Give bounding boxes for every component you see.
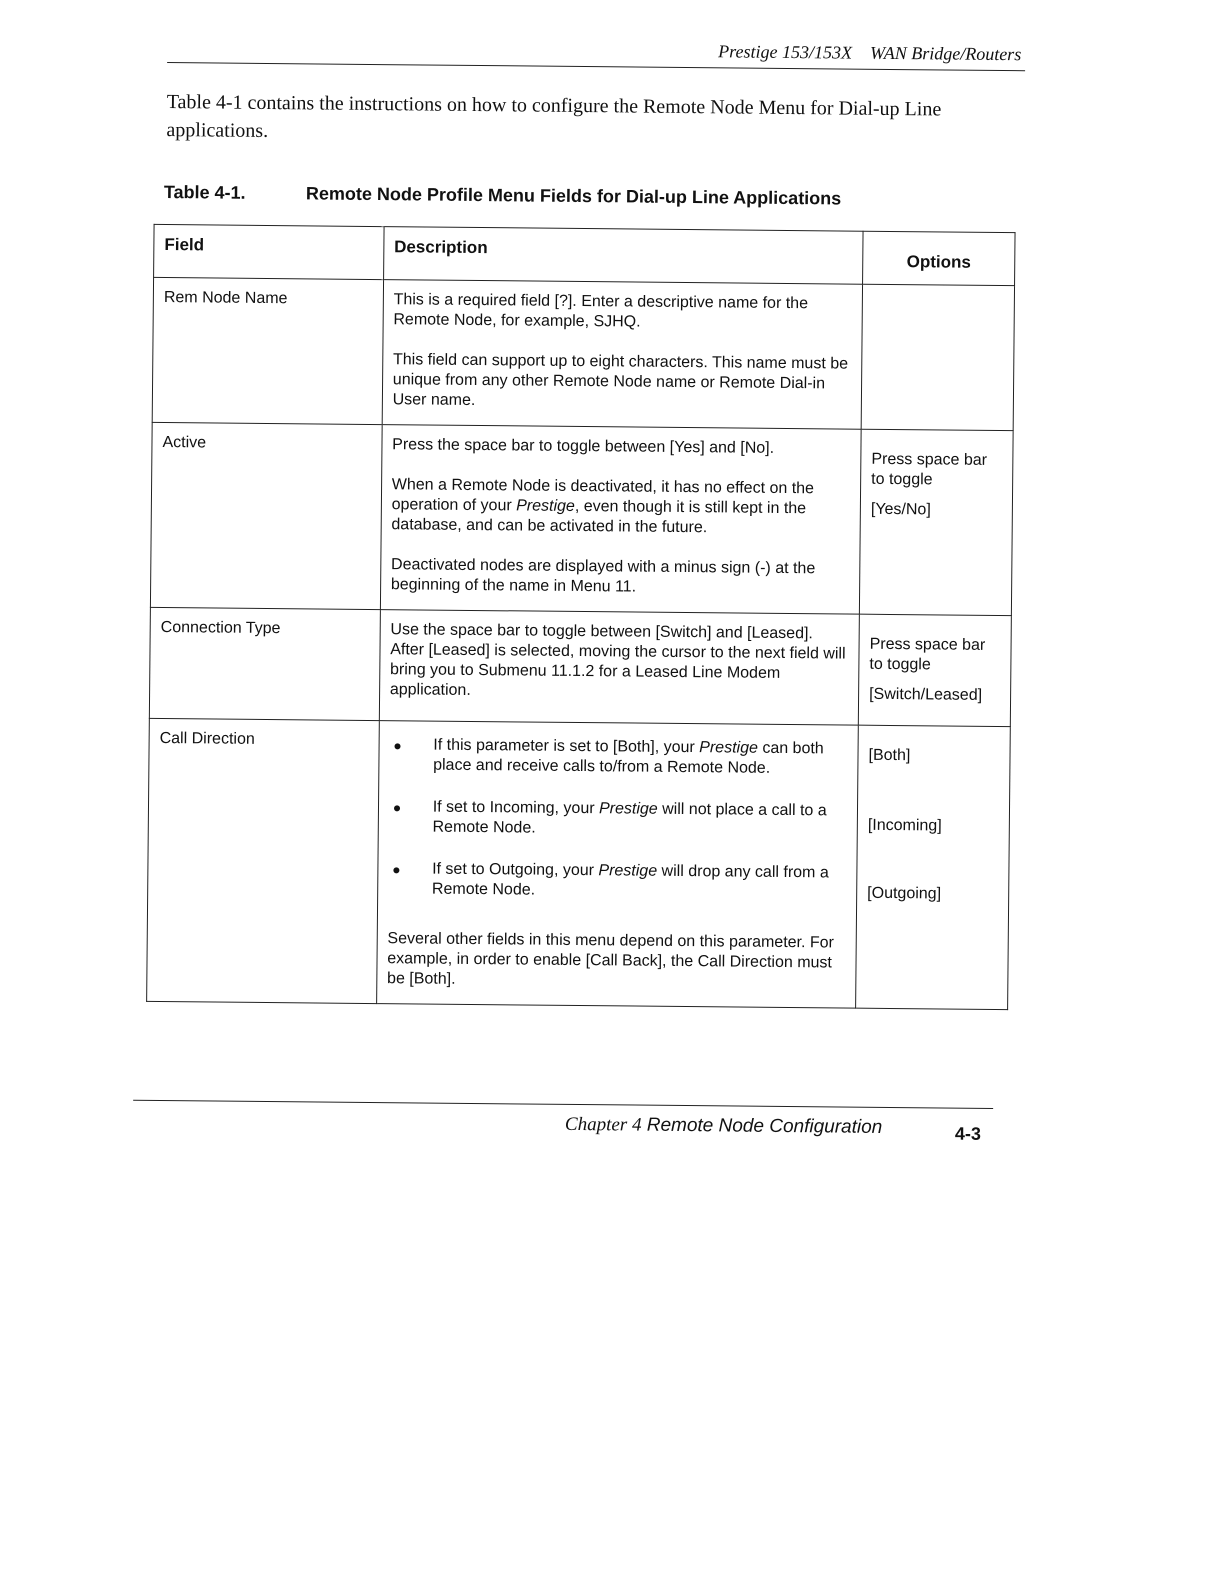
options-cell [858,614,1011,726]
intro-paragraph: Table 4-1 contains the instructions on how to configure the Remote Node Menu for Dial-up Line applications. [166,91,942,142]
description-paragraph: Use the space bar to toggle between [Switch] and [Leased]. After [Leased] is selected, moving the cursor to the next field will bring you to Submenu 11.1.2 for a Leased Line Modem application. [389,621,846,699]
field-cell: Active [150,422,381,609]
table-row [150,422,1013,615]
column-header-options: Options [863,231,1015,285]
header-product: Prestige 153/153X [718,41,853,63]
product-name: Prestige [598,800,658,818]
options-cell [856,725,1011,1009]
bullet-text: If set to Outgoing, your [432,860,599,880]
table-caption [163,181,842,209]
field-cell: Connection Type [149,607,380,720]
option-value: [Both] [868,746,911,765]
footer-chapter: Chapter 4 [564,1113,642,1136]
description-cell [376,721,858,1009]
bullet-text: can both place and receive calls to/from a Remote Node. [433,739,824,777]
bullet-text: will not place a call to a Remote Node. [432,800,827,837]
option-value: [Yes/No] [870,500,931,519]
table-row [147,718,1011,1009]
bullet-text: If this parameter is set to [Both], your [433,736,700,757]
page-number: 4-3 [954,1123,982,1144]
description-cell [382,280,863,430]
option-value: [Switch/Leased] [869,685,983,704]
list-item [388,859,847,903]
options-cell [861,284,1014,430]
description-paragraph: This field can support up to eight characters. This name must be unique from any other Remote Node name or Remote Dial-in User name. [392,351,849,409]
column-header-field: Field [154,224,384,279]
bullet-icon: ● [393,737,402,754]
options-cell [859,429,1013,615]
footer-rule [133,1100,993,1109]
option-hint: Press space bar to toggle [869,635,986,674]
footer-section: Remote Node Configuration [646,1114,883,1138]
description-paragraph: Deactivated nodes are displayed with a minus sign (-) at the beginning of the name in Menu 11. [390,556,816,596]
product-name: Prestige [699,739,758,757]
table-row [152,277,1014,430]
fields-table [146,224,1015,1010]
field-cell: Call Direction [147,718,379,1003]
table-label: Table 4-1. [163,181,246,203]
product-name: Prestige [598,862,658,880]
option-hint: Press space bar to toggle [871,450,988,489]
table-title: Remote Node Profile Menu Fields for Dial-up Line Applications [305,183,842,209]
description-paragraph: This is a required field [?]. Enter a descriptive name for the Remote Node, for example, SJHQ. [393,291,809,331]
description-paragraph [391,475,850,539]
bullet-icon: ● [392,861,401,878]
header-category: WAN Bridge/Routers [869,42,1022,65]
option-value: [Outgoing] [867,884,942,903]
table-row [149,607,1011,726]
product-name: Prestige [516,497,575,515]
description-cell [379,610,859,726]
table-header-row [154,224,1015,285]
field-cell: Rem Node Name [152,277,383,424]
bullet-text: will drop any call from a Remote Node. [431,862,829,899]
bullet-icon: ● [392,799,402,816]
option-value: [Incoming] [867,816,942,835]
description-paragraph: Press the space bar to toggle between [Yes] and [No]. [392,436,775,457]
description-cell [380,425,861,615]
description-text: , even though it is still kept in the database, and can be activated in the future. [391,497,807,537]
running-header [718,41,1021,65]
list-item [388,797,847,841]
description-text: When a Remote Node is deactivated, it has no effect on the operation of your [391,476,815,515]
list-item [389,735,848,779]
running-footer [565,1114,883,1139]
description-paragraph: Several other fields in this menu depend on this parameter. For example, in order to enable [Call Back], the Call Direction must be [Both]. [387,930,835,988]
column-header-description: Description [383,227,863,285]
bullet-text: If set to Incoming, your [432,798,600,818]
